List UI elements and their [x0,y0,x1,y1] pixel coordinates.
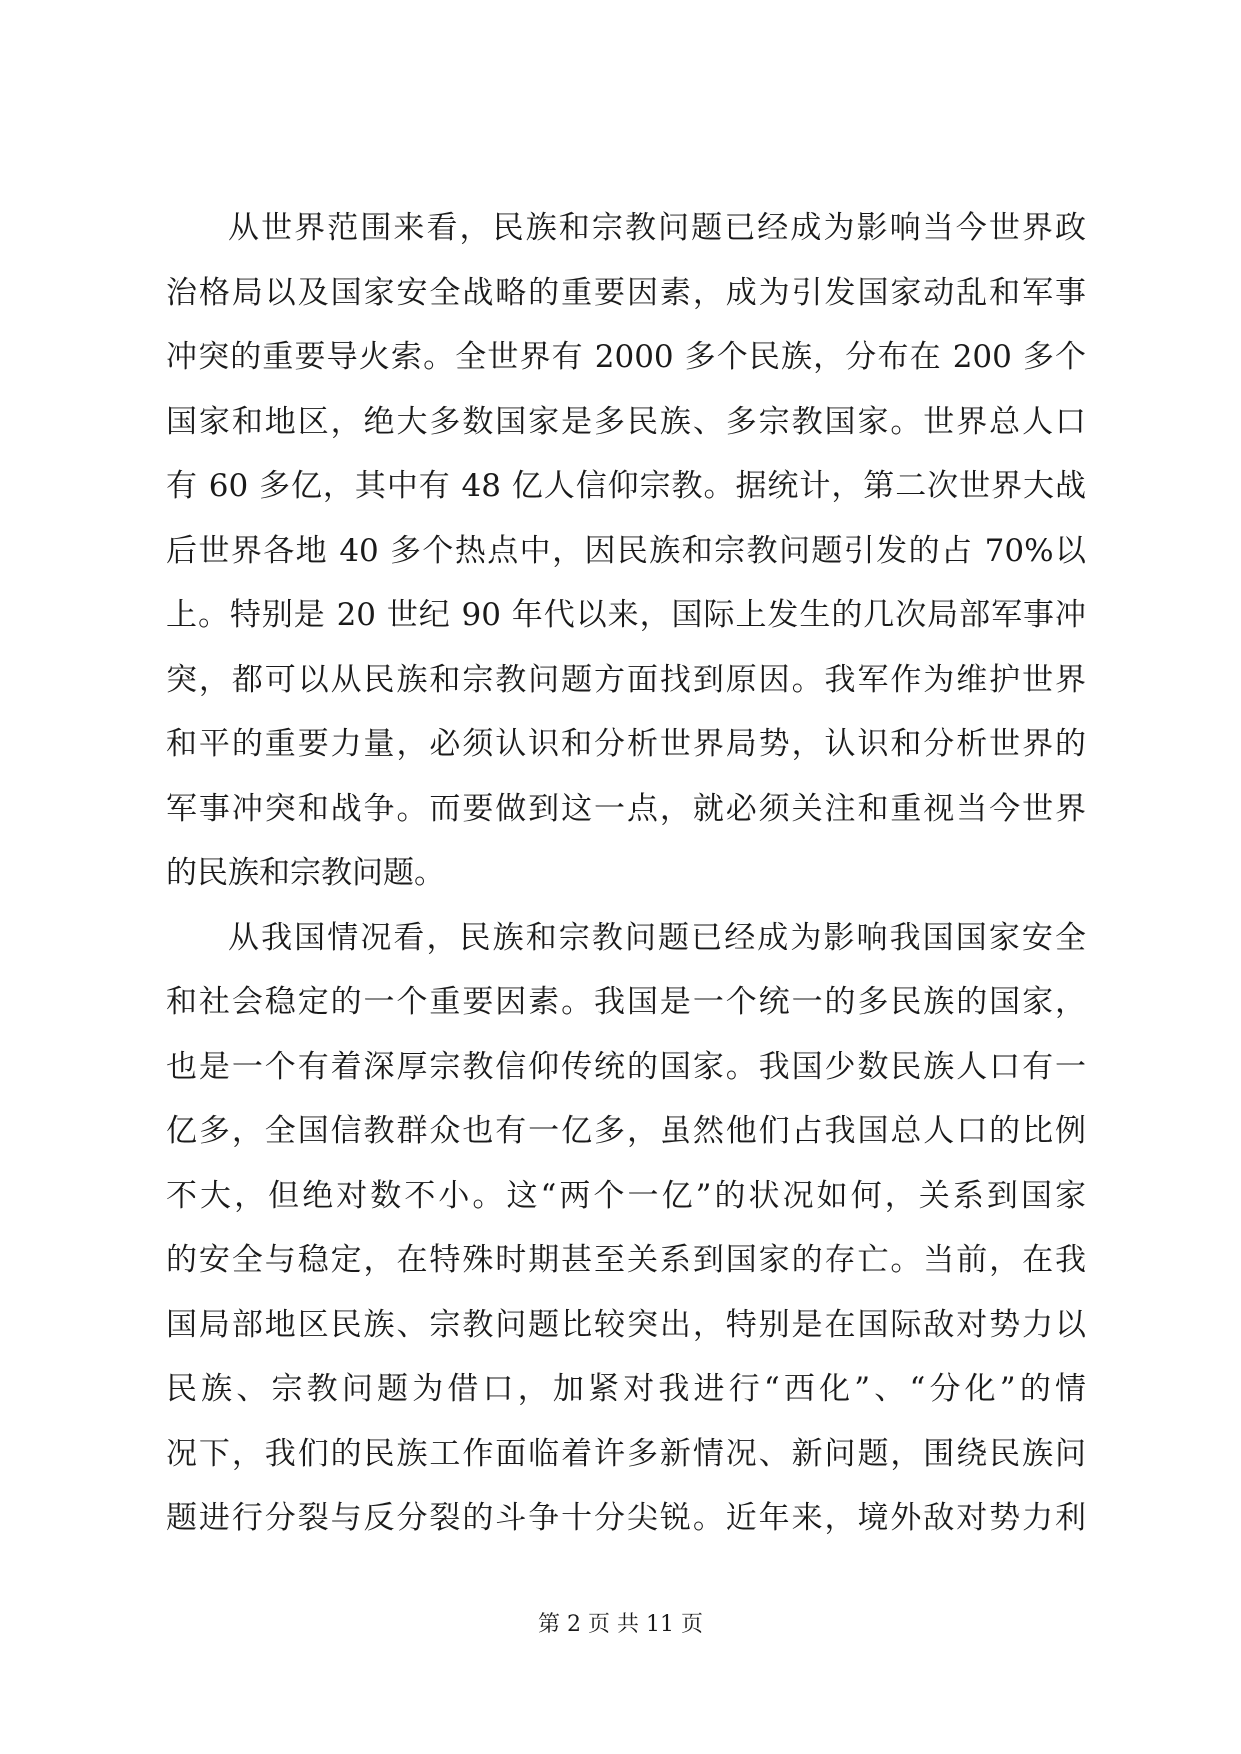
body-text [166,208,1086,1563]
paragraph-2-line-5: 不大，但绝对数不小。这“两个一亿”的状况如何，关系到国家 [166,1177,1086,1214]
paragraph-1-line-8: 突，都可以从民族和宗教问题方面找到原因。我军作为维护世界 [166,661,1086,698]
paragraph-2-line-3: 也是一个有着深厚宗教信仰传统的国家。我国少数民族人口有一 [166,1048,1086,1085]
paragraph-1-line-6: 后世界各地 40 多个热点中，因民族和宗教问题引发的占 70%以 [166,532,1086,569]
paragraph-1-line-7: 上。特别是 20 世纪 90 年代以来，国际上发生的几次局部军事冲 [166,597,1086,633]
paragraph-2-line-4: 亿多，全国信教群众也有一亿多，虽然他们占我国总人口的比例 [166,1113,1086,1149]
paragraph-1-line-9: 和平的重要力量，必须认识和分析世界局势，认识和分析世界的 [166,726,1086,762]
paragraph-1-line-2: 治格局以及国家安全战略的重要因素，成为引发国家动乱和军事 [166,274,1086,311]
paragraph-2-line-9: 况下，我们的民族工作面临着许多新情况、新问题，围绕民族问 [166,1435,1086,1472]
paragraph-1-line-1: 从世界范围来看，民族和宗教问题已经成为影响当今世界政 [228,210,1086,246]
page-number-footer: 第 2 页 共 11 页 [538,1612,703,1637]
paragraph-2-line-6: 的安全与稳定，在特殊时期甚至关系到国家的存亡。当前，在我 [166,1242,1086,1278]
paragraph-2-line-7: 国局部地区民族、宗教问题比较突出，特别是在国际敌对势力以 [166,1306,1086,1343]
paragraph-1-line-10: 军事冲突和战争。而要做到这一点，就必须关注和重视当今世界 [166,790,1086,827]
paragraph-1-line-11: 的民族和宗教问题。 [166,855,445,891]
paragraph-2-line-10: 题进行分裂与反分裂的斗争十分尖锐。近年来，境外敌对势力利 [166,1500,1086,1536]
paragraph-2-line-8: 民族、宗教问题为借口，加紧对我进行“西化”、“分化”的情 [166,1371,1086,1407]
paragraph-2-line-1: 从我国情况看，民族和宗教问题已经成为影响我国国家安全 [228,919,1086,956]
paragraph-1-line-4: 国家和地区，绝大多数国家是多民族、多宗教国家。世界总人口 [166,403,1086,440]
paragraph-1-line-3: 冲突的重要导火索。全世界有 2000 多个民族，分布在 200 多个 [166,339,1086,375]
paragraph-2-line-2: 和社会稳定的一个重要因素。我国是一个统一的多民族的国家， [166,984,1086,1020]
paragraph-1-line-5: 有 60 多亿，其中有 48 亿人信仰宗教。据统计，第二次世界大战 [166,468,1086,504]
